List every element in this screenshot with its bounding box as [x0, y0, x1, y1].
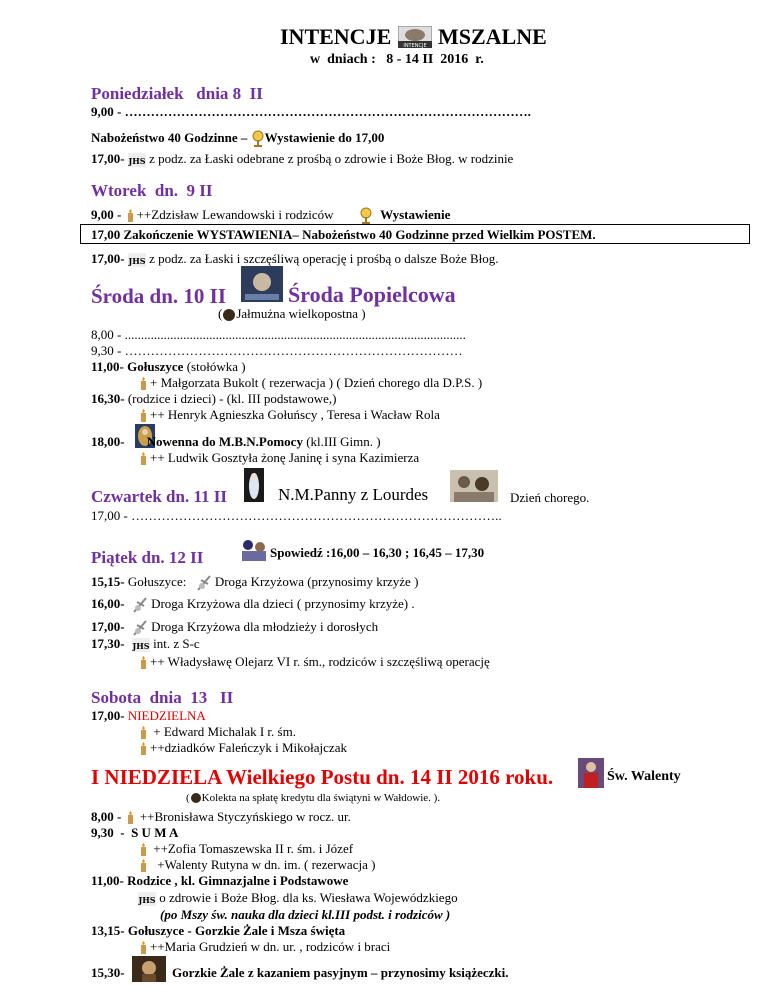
candle-icon: [138, 656, 150, 670]
monstrance-icon: [359, 207, 373, 225]
fri-line-5: [138, 654, 490, 670]
svg-text:JHS: JHS: [138, 895, 156, 906]
sat-intention-2: ++dziadków Faleńczyk i Mikołajczak: [150, 740, 347, 755]
wed-novena-note: (kl.III Gimn. ): [302, 434, 381, 449]
sun-line-3: [138, 841, 353, 857]
sick-day-label: Dzień chorego.: [510, 490, 590, 505]
mon-intention: z podz. za Łaski odebrane z prośbą o zdrowie i Boże Błog. w rodzinie: [149, 151, 514, 166]
monday-header: Poniedziałek dnia 8 II: [91, 84, 263, 103]
monstrance-icon: [251, 130, 265, 148]
wednesday-header: Środa dn. 10 II: [91, 284, 227, 308]
confession-icon: [238, 537, 270, 563]
way-of-cross-icon: [196, 574, 212, 592]
mon-line-3: [91, 151, 513, 167]
fri-time-1: 15,15-: [91, 574, 125, 589]
candle-icon: [138, 742, 150, 756]
thu-time: 17,00 - …………………………………………………………………………..: [91, 508, 502, 523]
way-of-cross-icon: [132, 619, 148, 637]
sun-line-7: (po Mszy św. nauka dla dzieci kl.III podst. i rodziców ): [160, 907, 451, 922]
wed-time-3: 11,00-: [91, 359, 128, 374]
lamentation-icon: [132, 956, 166, 982]
mon-line-2b: Wystawienie do 17,00: [264, 130, 385, 145]
candle-icon: [138, 377, 150, 391]
fri-intention-community: int. z S-c: [153, 636, 200, 651]
saturday-header: Sobota dnia 13 II: [91, 688, 234, 707]
tuesday-header: Wtorek dn. 9 II: [91, 181, 213, 200]
fri-line-4: [91, 636, 200, 652]
wed-note-paren: (: [218, 306, 223, 321]
fri-confession: [238, 537, 484, 563]
sick-people-icon: [450, 470, 498, 502]
candle-icon: [125, 811, 137, 825]
title-left: INTENCJE: [280, 24, 392, 49]
fri-line-2: [91, 596, 415, 614]
candle-icon: [138, 726, 150, 740]
candle-icon: [138, 409, 150, 423]
svg-text:JHS: JHS: [128, 156, 146, 167]
fri-event-1: Droga Krzyżowa (przynosimy krzyże ): [214, 574, 419, 589]
sun-intention-3: +Walenty Rutyna w dn. im. ( rezerwacja ): [157, 857, 376, 872]
fri-time-3: 17,00-: [91, 619, 125, 634]
thu-line-1: [91, 508, 502, 524]
jesus-icon: [138, 892, 156, 906]
tue-intention-1: ++Zdzisław Lewandowski i rodziców: [136, 207, 334, 222]
tue-time-2: 17,00-: [91, 251, 125, 266]
fri-line-1: [91, 574, 418, 592]
saint-name: Św. Walenty: [607, 769, 681, 784]
jesus-icon: [128, 153, 146, 167]
mon-time: 17,00-: [91, 151, 125, 166]
sun-intention-1: ++Bronisława Styczyńskiego w rocz. ur.: [139, 809, 351, 824]
wed-line-6: [138, 407, 440, 423]
sun-line-6: [138, 890, 458, 906]
tue-intention-2: z podz. za Łaski i szczęśliwą operację i prośbą o dalsze Boże Błog.: [149, 251, 499, 266]
tue-line-1: [91, 207, 450, 225]
wed-novena: Nowenna do M.B.N.Pomocy: [146, 434, 303, 449]
mon-line-1: 9,00 - ………………………………………………………………………………….: [91, 104, 531, 119]
sun-line-5: 11,00- Rodzice , kl. Gimnazjalne i Podstawowe: [91, 873, 349, 888]
wed-line-2: 9,30 - ……………………………………………………………………: [91, 343, 463, 358]
sun-line-8: 13,15- Gołuszyce - Gorzkie Żale i Msza święta: [91, 923, 346, 938]
sun-note-paren: (: [186, 792, 190, 804]
jesus-icon: [132, 638, 150, 652]
fri-place-1: Gołuszyce:: [124, 574, 187, 589]
sat-line-2: [138, 724, 296, 740]
candle-icon: [138, 941, 150, 955]
sun-intention-4: o zdrowie i Boże Błog. dla ks. Wiesława Wojewódzkiego: [159, 890, 458, 905]
sun-intention-5: ++Maria Grudzień w dn. ur. , rodziców i braci: [150, 939, 391, 954]
fri-time-4: 17,30-: [91, 636, 125, 651]
lourdes-icon: [244, 468, 264, 502]
fri-time-2: 16,00-: [91, 596, 125, 611]
wed-line-5: [91, 391, 336, 407]
fri-line-3: [91, 619, 378, 637]
fri-event-2: Droga Krzyżowa dla dzieci ( przynosimy krzyże) .: [151, 596, 415, 611]
way-of-cross-icon: [132, 596, 148, 614]
candle-icon: [138, 452, 150, 466]
tue-line-2: 17,00 Zakończenie WYSTAWIENIA– Nabożeństwo 40 Godzinne przed Wielkim POSTEM.: [91, 227, 596, 242]
wed-place-note: (stołówka ): [183, 359, 246, 374]
sun-line-2: 9,30 - S U M A: [91, 825, 179, 840]
sunday-header: I NIEDZIELA Wielkiego Postu dn. 14 II 2016 roku.: [91, 765, 554, 789]
wed-line-4: [138, 375, 482, 391]
candle-icon: [125, 209, 137, 223]
wed-line-1: 8,00 - .........................................................................................................: [91, 327, 466, 342]
sun-note-text: Kolekta na spłatę kredytu dla świątyni w Wałdowie. ).: [201, 792, 441, 804]
mon-line-2a: Nabożeństwo 40 Godzinne –: [91, 130, 251, 145]
tue-time: 9,00 -: [91, 207, 125, 222]
subtitle: w dniach : 8 - 14 II 2016 r.: [310, 52, 484, 67]
sat-sunday-label: NIEDZIELNA: [124, 708, 206, 723]
logo-text: INTENCJE: [403, 43, 427, 48]
svg-text:JHS: JHS: [128, 256, 146, 267]
coin-icon: [190, 792, 202, 804]
wed-line-8: [138, 450, 419, 466]
wed-note: [218, 306, 366, 322]
svg-text:JHS: JHS: [132, 641, 150, 652]
wed-intention-3: ++ Ludwik Gosztyła żonę Janinę i syna Kazimierza: [150, 450, 420, 465]
sat-intention-1: + Edward Michalak I r. śm.: [153, 724, 296, 739]
lourdes-title: N.M.Panny z Lourdes: [278, 485, 429, 504]
wed-place: Gołuszyce: [127, 359, 184, 374]
wed-group: (rodzice i dzieci) - (kl. III podstawowe,): [124, 391, 337, 406]
tue-exposition: Wystawienie: [380, 207, 451, 222]
tue-line-3: [91, 251, 499, 267]
sun-line-9: [138, 939, 390, 955]
sat-line-3: [138, 740, 347, 756]
jesus-icon: [128, 253, 146, 267]
coin-icon: [222, 308, 236, 322]
intencje-logo-icon: [398, 26, 432, 48]
sun-line-4: [138, 857, 375, 873]
friday-header: Piątek dn. 12 II: [91, 548, 204, 567]
thursday-header: Czwartek dn. 11 II: [91, 487, 228, 506]
sat-time: 17,00-: [91, 708, 125, 723]
fri-event-3: Droga Krzyżowa dla młodzieży i dorosłych: [151, 619, 379, 634]
candle-icon: [138, 859, 150, 873]
ash-wednesday-title: Środa Popielcowa: [288, 282, 456, 307]
fri-intention: ++ Władysławę Olejarz VI r. śm., rodziców i szczęśliwą operację: [150, 654, 490, 669]
sun-time-10: 15,30-: [91, 965, 125, 980]
sun-intention-2: ++Zofia Tomaszewska II r. śm. i Józef: [153, 841, 354, 856]
wed-time-7: 18,00-: [91, 434, 125, 449]
ashes-icon: [241, 266, 283, 302]
saint-valentine-icon: [578, 758, 604, 788]
wed-intention-2: ++ Henryk Agnieszka Gołuńscy , Teresa i Wacław Rola: [150, 407, 440, 422]
sat-line-1: [91, 708, 206, 724]
wed-line-3: [91, 359, 246, 375]
wed-note-text: Jałmużna wielkopostna ): [236, 306, 366, 321]
sun-note: [186, 791, 440, 805]
sun-time-1: 8,00 -: [91, 809, 125, 824]
wed-line-7: [91, 434, 381, 450]
wed-time-5: 16,30-: [91, 391, 125, 406]
sun-line-1: [91, 809, 351, 825]
sun-lamentation: Gorzkie Żale z kazaniem pasyjnym – przynosimy książeczki.: [172, 965, 509, 980]
title-right: MSZALNE: [438, 24, 547, 49]
fri-confession-times: Spowiedź :16,00 – 16,30 ; 16,45 – 17,30: [270, 544, 485, 560]
candle-icon: [138, 843, 150, 857]
wed-intention-1: + Małgorzata Bukolt ( rezerwacja ) ( Dzień chorego dla D.P.S. ): [150, 375, 483, 390]
sun-line-10: [91, 965, 125, 981]
mon-line-2: [91, 130, 384, 148]
